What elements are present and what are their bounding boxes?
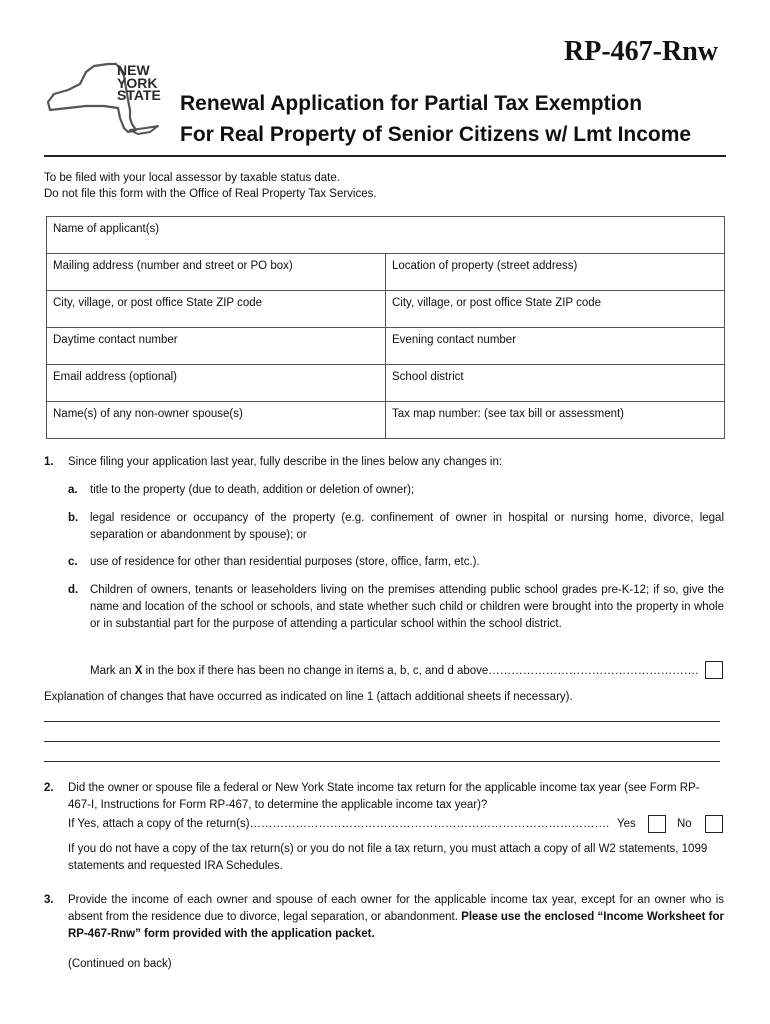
question-2-number: 2. xyxy=(44,782,54,794)
item-c-label: c. xyxy=(68,556,78,568)
item-a-label: a. xyxy=(68,484,78,496)
form-title xyxy=(180,88,691,150)
explanation-line-3[interactable] xyxy=(44,761,720,762)
school-district-field[interactable]: School district xyxy=(386,365,725,402)
logo-text-line: NEW xyxy=(117,62,150,78)
logo-text xyxy=(117,64,161,102)
no-change-text-pre: Mark an xyxy=(90,665,135,677)
instruction-line: To be filed with your local assessor by taxable status date. xyxy=(44,172,340,184)
non-owner-spouse-field[interactable]: Name(s) of any non-owner spouse(s) xyxy=(47,402,386,439)
question-3-number: 3. xyxy=(44,894,54,906)
item-b-label: b. xyxy=(68,512,79,524)
logo-text-line: YORK xyxy=(117,74,158,91)
new-york-state-logo xyxy=(46,58,182,138)
yes-label: Yes xyxy=(617,818,636,830)
no-checkbox[interactable] xyxy=(705,815,723,833)
mailing-city-field[interactable]: City, village, or post office State ZIP code xyxy=(47,291,386,328)
item-d-text: Children of owners, tenants or leaseholders living on the premises attending public school grades pre-K-12; if so, give the name and location of the school or schools, and state whether such child or children were brought into the property in whole or in substantial part for the purpose of attending a particular school within the school district. xyxy=(90,584,724,630)
property-city-field[interactable]: City, village, or post office State ZIP code xyxy=(386,291,725,328)
item-b-text: legal residence or occupancy of the property (e.g. confinement of owner in hospital or nursing home, divorce, legal separation or abandonment by spouse); or xyxy=(90,512,724,541)
property-location-field[interactable]: Location of property (street address) xyxy=(386,254,725,291)
mailing-address-field[interactable]: Mailing address (number and street or PO box) xyxy=(47,254,386,291)
new-york-state-map-icon xyxy=(46,58,182,138)
question-2-text: Did the owner or spouse file a federal or New York State income tax return for the applicable income tax year (see Form RP-467-I, Instructions for Form RP-467, to determine the applicable income tax year)? xyxy=(68,782,700,811)
applicant-name-field[interactable]: Name of applicant(s) xyxy=(47,217,725,254)
attach-return-instruction: If Yes, attach a copy of the return(s)…………………………………………………………………………………. xyxy=(68,818,610,830)
item-a-text: title to the property (due to death, addition or deletion of owner); xyxy=(90,484,415,496)
no-return-note: If you do not have a copy of the tax return(s) or you do not file a tax return, you must attach a copy of all W2 statements, 1099 statements and requested IRA Schedules. xyxy=(68,843,708,872)
explanation-instruction: Explanation of changes that have occurred as indicated on line 1 (attach additional sheets if necessary). xyxy=(44,691,573,703)
no-label: No xyxy=(677,818,692,830)
filing-instructions xyxy=(44,170,377,202)
yes-checkbox[interactable] xyxy=(648,815,666,833)
evening-phone-field[interactable]: Evening contact number xyxy=(386,328,725,365)
income-worksheet-instruction: Please use the enclosed “Income Worksheet for RP-467-Rnw” form provided with the application packet. xyxy=(68,911,724,940)
question-3-text xyxy=(68,892,724,943)
no-change-checkbox[interactable] xyxy=(705,661,723,679)
explanation-line-2[interactable] xyxy=(44,741,720,742)
question-1-number: 1. xyxy=(44,456,54,468)
tax-map-field[interactable]: Tax map number: (see tax bill or assessment) xyxy=(386,402,725,439)
header-divider xyxy=(44,155,726,157)
no-change-instruction xyxy=(90,663,704,680)
question-3-body: Provide the income of each owner and spouse of each owner for the applicable income tax year, except for an owner who is absent from the residence due to divorce, legal separation, or abandonment. xyxy=(68,894,724,923)
item-c-text: use of residence for other than residential purposes (store, office, farm, etc.). xyxy=(90,556,480,568)
instruction-line: Do not file this form with the Office of Real Property Tax Services. xyxy=(44,188,377,200)
email-field[interactable]: Email address (optional) xyxy=(47,365,386,402)
logo-text-line: STATE xyxy=(117,87,161,103)
title-line-1: Renewal Application for Partial Tax Exemption xyxy=(180,92,643,115)
title-line-2: For Real Property of Senior Citizens w/ Lmt Income xyxy=(180,123,692,146)
form-number: RP-467-Rnw xyxy=(564,36,718,67)
no-change-text-post: in the box if there has been no change in items a, b, c, and d above………………………………………………. xyxy=(142,665,699,677)
question-1-text: Since filing your application last year, fully describe in the lines below any changes in: xyxy=(68,456,503,468)
no-change-mark: X xyxy=(134,665,143,677)
applicant-info-table xyxy=(46,216,725,439)
explanation-line-1[interactable] xyxy=(44,721,720,722)
continued-note: (Continued on back) xyxy=(68,958,172,970)
daytime-phone-field[interactable]: Daytime contact number xyxy=(47,328,386,365)
item-d-label: d. xyxy=(68,584,79,596)
